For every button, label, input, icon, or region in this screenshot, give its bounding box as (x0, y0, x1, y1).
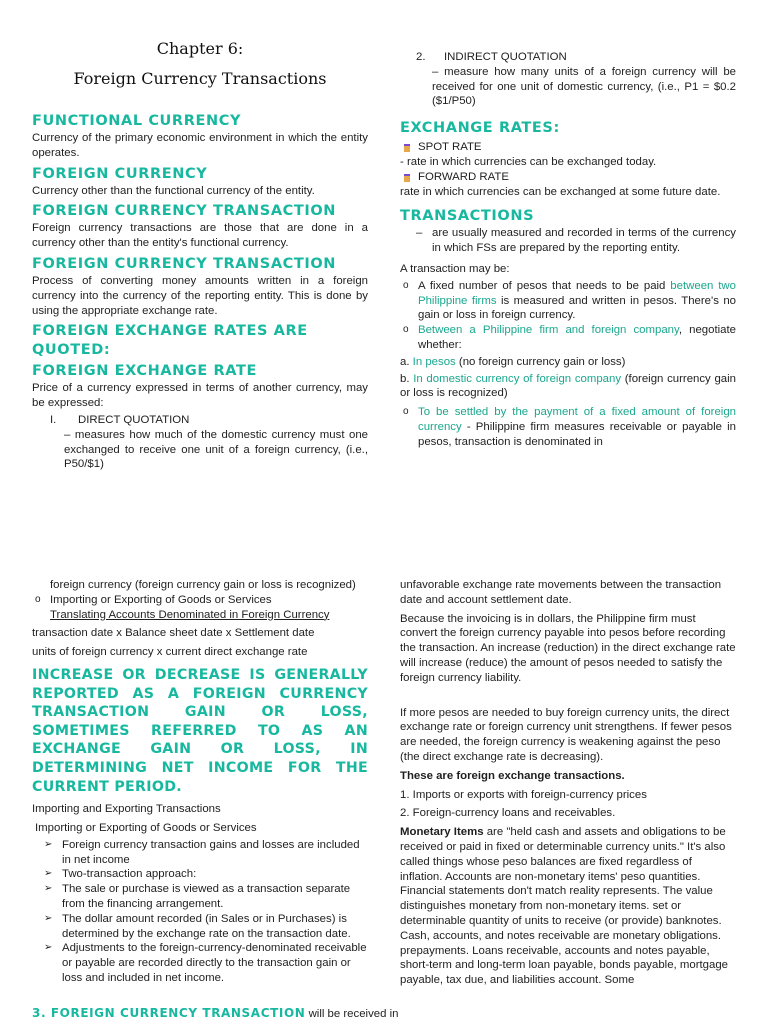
heading-transactions: TRANSACTIONS (400, 208, 535, 225)
option-foreign-company-rest: , negotiate whether: (418, 324, 736, 351)
option-a-rest: (no foreign currency gain or loss) (455, 355, 626, 368)
translating-accounts: Translating Accounts Denominated in Foreign Currency (50, 608, 330, 621)
option-b-teal: In domestic currency of foreign company (413, 372, 622, 385)
direct-quotation-desc: – measures how much of the domestic currency must one exchanged to receive one unit of a foreign currency, (i.e., P50/$1) (64, 428, 368, 471)
option-a-label: a. (400, 355, 413, 368)
option-fixed-pesos-teal: between two Philippine firms (418, 279, 736, 307)
option-fixed-pesos-text: A fixed number of pesos that needs to be paid (418, 279, 671, 292)
heading-fct-one: FOREIGN CURRENCY TRANSACTION (32, 203, 337, 220)
invoicing-text: Because the invoicing is in dollars, the Philippine firm must convert the foreign currency payable into pesos before recording the transaction. An increase (reduction) in the direct exchange rate will increase (reduce) the amount of pesos needed to satisfy the foreign currency liability. (400, 612, 736, 684)
transaction-options-list (400, 279, 736, 353)
forward-rate-list (400, 170, 736, 185)
option-fixed-pesos-rest: is measured and written in pesos. There's no gain or loss in foreign currency. (418, 294, 737, 322)
indirect-quotation-label: INDIRECT QUOTATION (444, 51, 567, 63)
option-fixed-foreign (400, 405, 736, 449)
cut-off-heading: 3. FOREIGN CURRENCY TRANSACTION (32, 1005, 306, 1020)
indirect-quotation-item (400, 50, 736, 65)
direct-quotation-label: DIRECT QUOTATION (78, 413, 190, 426)
spot-rate-item: SPOT RATE (400, 140, 736, 155)
more-pesos-text: If more pesos are needed to buy foreign currency units, the direct exchange rate or foreign currency unit strengthens. If fewer pesos are needed, the foreign currency is weakening against the peso (the direct exchange rate is decreasing). (400, 706, 732, 763)
option-foreign-company-teal: Between a Philippine firm and foreign company (418, 324, 679, 337)
direct-quotation-item (32, 413, 368, 428)
settlement-option-list (400, 405, 736, 449)
arrow-item-4: ➢ The dollar amount recorded (in Sales or in Purchases) is determined by the exchange rate on the transaction date. (32, 912, 368, 942)
units-line: units of foreign currency x current direct exchange rate (32, 646, 308, 659)
spot-rate-list (400, 140, 736, 155)
heading-functional-currency: FUNCTIONAL CURRENCY (32, 113, 242, 129)
transaction-may-be: A transaction may be: (400, 262, 510, 275)
dash-marker: – (416, 227, 423, 240)
monetary-items-label: Monetary Items (400, 826, 484, 839)
page-one (0, 0, 768, 500)
option-b (400, 372, 736, 402)
chapter-title: Foreign Currency Transactions (73, 69, 327, 88)
option-a (400, 355, 736, 370)
option-a-teal: In pesos (412, 355, 456, 368)
indirect-quotation-desc: – measure how many units of a foreign currency will be received for one unit of domestic currency, (i.e., P1 = $0.2 ($1/P50) (432, 65, 736, 108)
option-foreign-company (400, 323, 736, 353)
heading-rates-quoted: FOREIGN EXCHANGE RATES ARE QUOTED: (32, 323, 308, 359)
fx-transactions-heading: These are foreign exchange transactions. (400, 769, 625, 782)
heading-foreign-exchange-rate: FOREIGN EXCHANGE RATE (32, 363, 257, 380)
increase-decrease-statement: INCREASE OR DECREASE IS GENERALLY REPORTED AS A FOREIGN CURRENCY TRANSACTION GAIN OR LOSS, SOMETIMES REFERRED TO AS AN EXCHANGE GAIN OR LOSS, IN DETERMINING NET INCOME FOR THE CURRENT PERIOD. (32, 666, 368, 795)
arrow-list (32, 838, 368, 986)
option-fixed-pesos (400, 279, 736, 323)
page-two (0, 572, 768, 1024)
heading-exchange-rates: EXCHANGE RATES: (400, 120, 560, 137)
fct-one-text: Foreign currency transactions are those that are done in a currency other than the entity's functional currency. (32, 222, 368, 250)
import-export-item: o Importing or Exporting of Goods or Services (32, 593, 368, 608)
option-b-rest: (foreign currency gain or loss is recognized) (400, 372, 736, 400)
foreign-exchange-rate-text: Price of a currency expressed in terms of another currency, may be expressed: (32, 382, 368, 410)
foreign-currency-text: Currency other than the functional currency of the entity. (32, 184, 315, 197)
unfavorable-text: unfavorable exchange rate movements between the transaction date and account settlement date. (400, 579, 722, 606)
page-gap (0, 500, 768, 572)
indirect-quotation-number: 2. (416, 51, 426, 63)
imports-exports-item: 1. Imports or exports with foreign-currency prices (400, 788, 647, 801)
arrow-item-2: ➢ Two-transaction approach: (32, 867, 368, 882)
heading-fct-two: FOREIGN CURRENCY TRANSACTION (32, 255, 337, 272)
loans-receivables-item: 2. Foreign-currency loans and receivables. (400, 807, 616, 820)
monetary-items-desc: are "held cash and assets and obligations to be received or paid in fixed or determinable currency units." It's also called things whose peso balances are fixed regardless of inflation. Accounts are non-monetary items' peso quantities. Financial statements don't match reality represents. The value distinguishes monetary from non-monetary items. set or determinable quantity of units to receive (or provide) banknotes. Cash, accounts, and notes receivable are monetary obligations. prepayments. Loans receivable, accounts and notes payable, short-term and long-term loan payable, bonds payable, mortgage payable, tax due, and liabilities account. Some (400, 826, 728, 987)
forward-rate-item: FORWARD RATE (400, 170, 736, 185)
transactions-desc (400, 226, 736, 256)
page-one-left-column (32, 0, 368, 472)
import-export-list (32, 593, 368, 608)
heading-foreign-currency: FOREIGN CURRENCY (32, 165, 208, 182)
arrow-item-5: ➢ Adjustments to the foreign-currency-denominated receivable or payable are recorded directly to the transaction gain or loss and included in net income. (32, 941, 368, 985)
importing-exporting-subheading: Importing or Exporting of Goods or Services (35, 821, 257, 834)
page-one-right-column (400, 0, 736, 450)
page-two-right-column (400, 572, 736, 988)
functional-currency-text: Currency of the primary economic environment in which the entity operates. (32, 132, 368, 159)
arrow-item-3: ➢ The sale or purchase is viewed as a transaction separate from the financing arrangement. (32, 882, 368, 912)
cut-off-rest: will be received in (308, 1007, 399, 1020)
importing-exporting-heading: Importing and Exporting Transactions (32, 803, 221, 816)
arrow-item-1: ➢ Foreign currency transaction gains and losses are included in net income (32, 838, 368, 868)
chapter-label: Chapter 6: (156, 39, 244, 58)
cut-off-line (32, 1004, 399, 1023)
monetary-items-text (400, 825, 736, 988)
option-b-label: b. (400, 372, 414, 385)
option-fixed-foreign-rest: - Philippine firm measures receivable or payable in pesos, transaction is denominated in (418, 420, 736, 448)
dates-line: transaction date x Balance sheet date x Settlement date (32, 627, 315, 640)
page-two-left-column (32, 572, 399, 1023)
continued-text: foreign currency (foreign currency gain or loss is recognized) (50, 579, 356, 591)
forward-rate-desc: rate in which currencies can be exchanged at some future date. (400, 185, 721, 198)
fct-two-text: Process of converting money amounts written in a foreign currency into the currency of the reporting entity. This is done by using the appropriate exchange rate. (32, 274, 368, 317)
direct-quotation-number: I. (50, 413, 57, 426)
transactions-desc-text: are usually measured and recorded in terms of the currency in which FSs are prepared by the reporting entity. (432, 227, 736, 255)
option-fixed-foreign-teal: To be settled by the payment of a fixed amount of foreign currency (418, 406, 736, 433)
spot-rate-desc: - rate in which currencies can be exchanged today. (400, 155, 657, 168)
